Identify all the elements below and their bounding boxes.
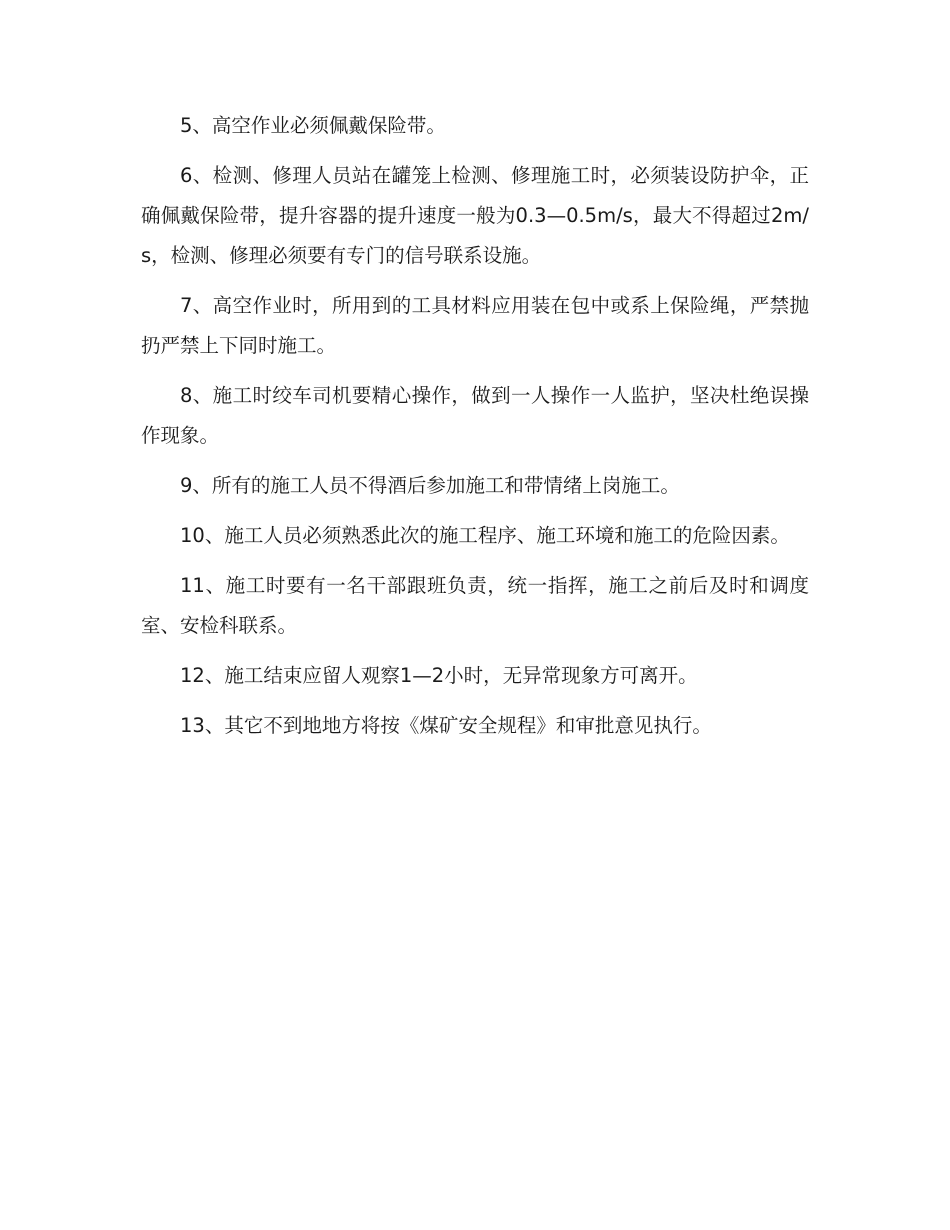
paragraph-item-5: 5、高空作业必须佩戴保险带。 [180,114,446,137]
paragraph-item-12: 12、施工结束应留人观察1—2小时，无异常现象方可离开。 [180,664,698,687]
paragraph-item-13: 13、其它不到地地方将按《煤矿安全规程》和审批意见执行。 [180,714,712,737]
paragraph-item-9: 9、所有的施工人员不得酒后参加施工和带情绪上岗施工。 [180,474,680,497]
paragraph-item-10: 10、施工人员必须熟悉此次的施工程序、施工环境和施工的危险因素。 [180,524,790,547]
paragraph-item-7: 7、高空作业时，所用到的工具材料应用装在包中或系上保险绳，严禁抛扔严禁上下同时施工。 [141,294,809,357]
paragraph-item-6: 6、检测、修理人员站在罐笼上检测、修理施工时，必须装设防护伞，正确佩戴保险带，提升容器的提升速度一般为0.3—0.5m/s，最大不得超过2m/s，检测、修理必须要有专门的信号联系设施。 [141,164,809,267]
paragraph-item-11: 11、施工时要有一名干部跟班负责，统一指挥，施工之前后及时和调度室、安检科联系。 [141,574,809,637]
paragraph-item-8: 8、施工时绞车司机要精心操作，做到一人操作一人监护，坚决杜绝误操作现象。 [141,384,809,447]
document-body [141,106,809,756]
